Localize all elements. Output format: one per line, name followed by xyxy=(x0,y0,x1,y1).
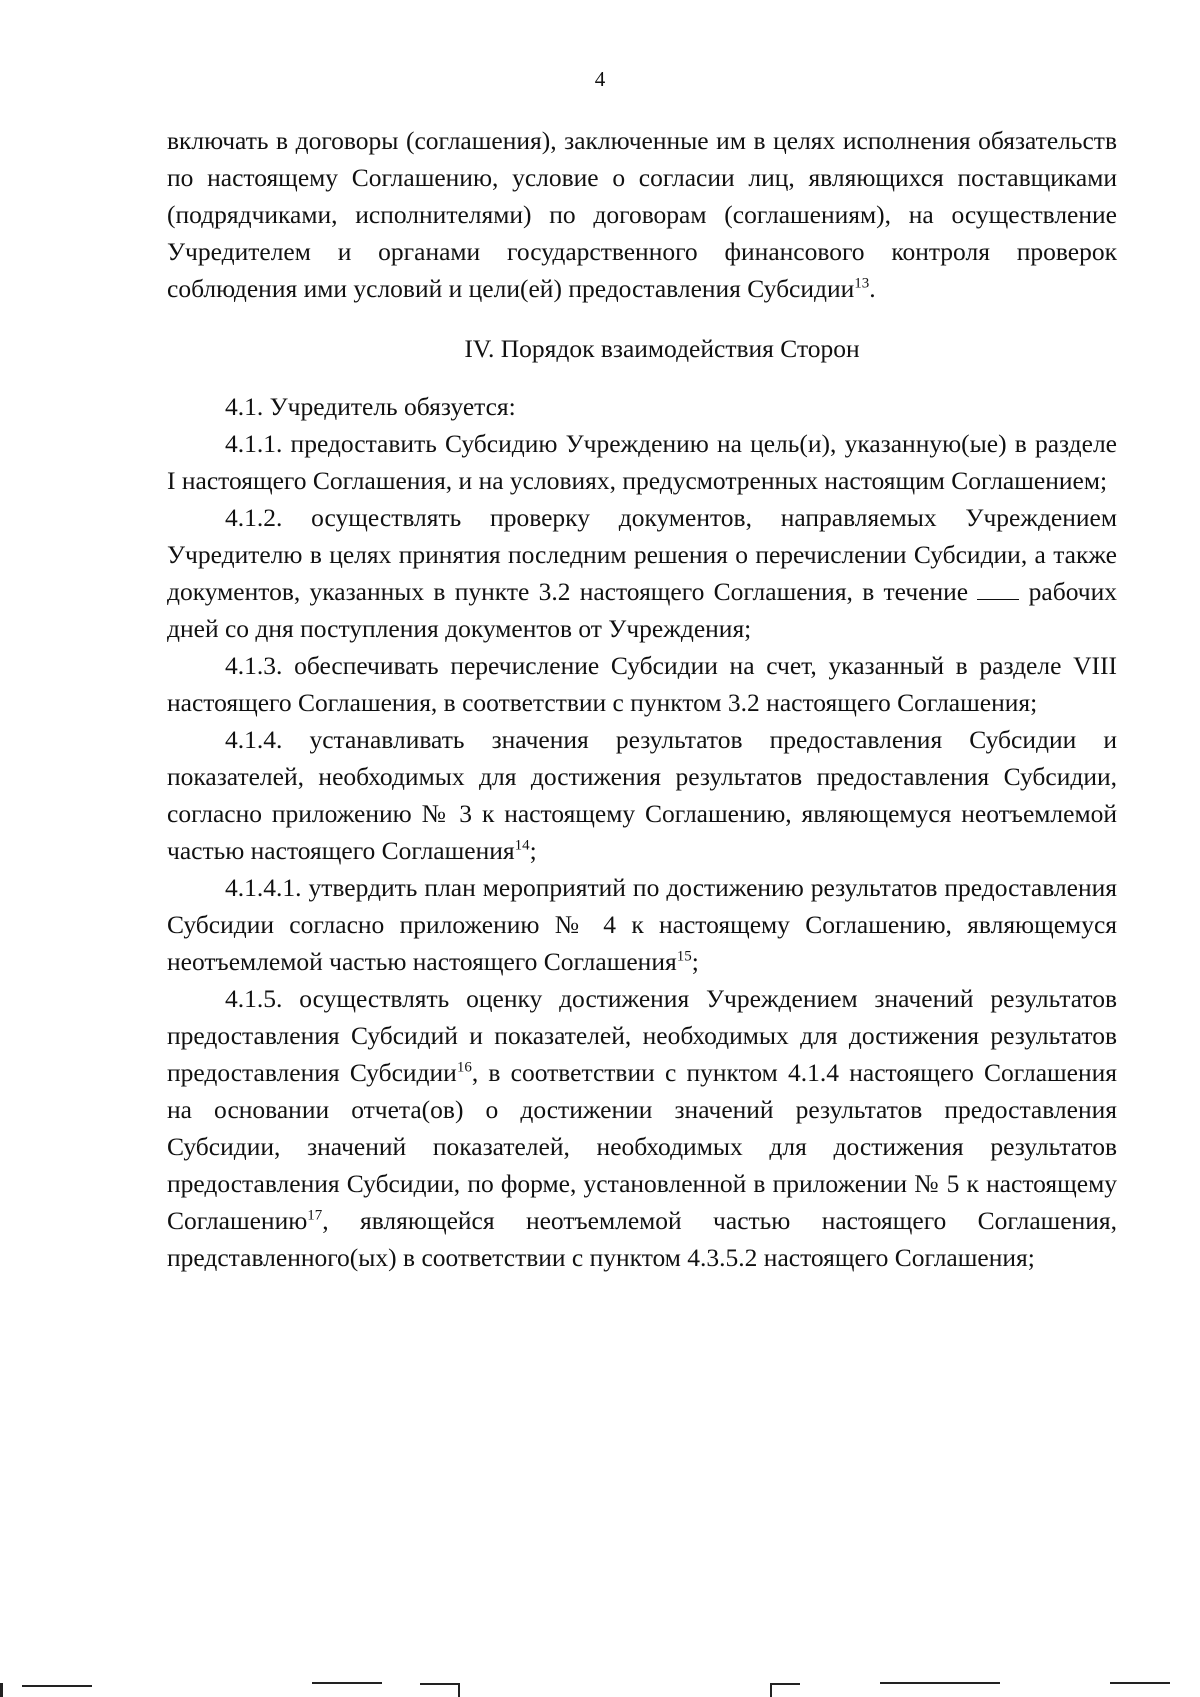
paragraph-4-1: 4.1. Учредитель обязуется: xyxy=(225,392,516,421)
paragraph-suffix: ; xyxy=(691,947,699,976)
scan-mark xyxy=(312,1682,382,1684)
footnote-ref: 14 xyxy=(514,837,530,854)
paragraph-text: , в соответствии с пунктом 4.1.4 настоящего Соглашения на основании отчета(ов) о достижении значений результатов предоставления Субсидии, значений показателей, необходимых для достижения результатов предоставления Субсидии, по форме, установленной в приложении № 5 к настоящему Соглашению xyxy=(167,1058,1117,1235)
page-number: 4 xyxy=(594,67,606,91)
paragraph-4-1-5 xyxy=(167,980,1117,1276)
paragraph-4-1-3: 4.1.3. обеспечивать перечисление Субсидии на счет, указанный в разделе VIII настоящего Соглашения, в соответствии с пунктом 3.2 настоящего Соглашения; xyxy=(167,651,1117,717)
section-heading: IV. Порядок взаимодействия Сторон xyxy=(464,334,860,363)
blank-field xyxy=(977,577,1019,600)
scan-mark xyxy=(22,1685,92,1687)
paragraph-suffix: ; xyxy=(529,836,537,865)
scan-mark xyxy=(1110,1682,1170,1684)
scan-edge-marks xyxy=(0,1675,1200,1697)
scan-mark xyxy=(770,1683,772,1697)
paragraph-text: 4.1.4.1. утвердить план мероприятий по достижению результатов предоставления Субсидии согласно приложению № 4 к настоящему Соглашению, являющемуся неотъемлемой частью настоящего Соглашения xyxy=(167,873,1117,976)
paragraph-4-1-4 xyxy=(167,721,1117,869)
paragraph-text: 4.1.4. устанавливать значения результатов предоставления Субсидии и показателей, необходимых для достижения результатов предоставления Субсидии, согласно приложению № 3 к настоящему Соглашению, являющемуся неотъемлемой частью настоящего Соглашения xyxy=(167,725,1117,865)
paragraph-4-1-2 xyxy=(167,499,1117,647)
footnote-ref: 17 xyxy=(307,1207,323,1224)
footnote-ref: 16 xyxy=(456,1059,472,1076)
paragraph-text: 4.1.5. осуществлять оценку достижения Учреждением значений результатов предоставления Субсидий и показателей, необходимых для достижения результатов предоставления Субсидии xyxy=(167,984,1117,1087)
paragraph-text: , являющейся неотъемлемой частью настоящего Соглашения, представленного(ых) в соответствии с пунктом 4.3.5.2 настоящего Соглашения; xyxy=(167,1206,1117,1272)
paragraph-text: 4.1.2. осуществлять проверку документов, направляемых Учреждением Учредителю в целях принятия последним решения о перечислении Субсидии, а также документов, указанных в пункте 3.2 настоящего Соглашения, в течение xyxy=(167,503,1117,606)
paragraph-4-1-1: 4.1.1. предоставить Субсидию Учреждению на цель(и), указанную(ые) в разделе I настоящего Соглашения, и на условиях, предусмотренных настоящим Соглашением; xyxy=(167,429,1117,495)
scan-mark xyxy=(458,1683,460,1697)
scan-mark xyxy=(770,1683,800,1685)
scan-mark xyxy=(420,1683,460,1685)
document-body xyxy=(167,122,1117,1276)
paragraph-text: рабочих дней со дня поступления документов от Учреждения; xyxy=(167,577,1118,643)
paragraph-4-1-4-1 xyxy=(167,869,1117,980)
paragraph-continuation xyxy=(167,122,1117,307)
paragraph-text: включать в договоры (соглашения), заключенные им в целях исполнения обязательств по настоящему Соглашению, условие о согласии лиц, являющихся поставщиками (подрядчиками, исполнителями) по договорам (соглашениям), на осуществление Учредителем и органами государственного финансового контроля проверок соблюдения ими условий и цели(ей) предоставления Субсидии xyxy=(167,126,1117,303)
scan-mark xyxy=(0,1683,3,1697)
footnote-ref: 13 xyxy=(854,275,870,292)
paragraph-suffix: . xyxy=(869,274,876,303)
scan-mark xyxy=(880,1682,1000,1684)
footnote-ref: 15 xyxy=(676,948,692,965)
